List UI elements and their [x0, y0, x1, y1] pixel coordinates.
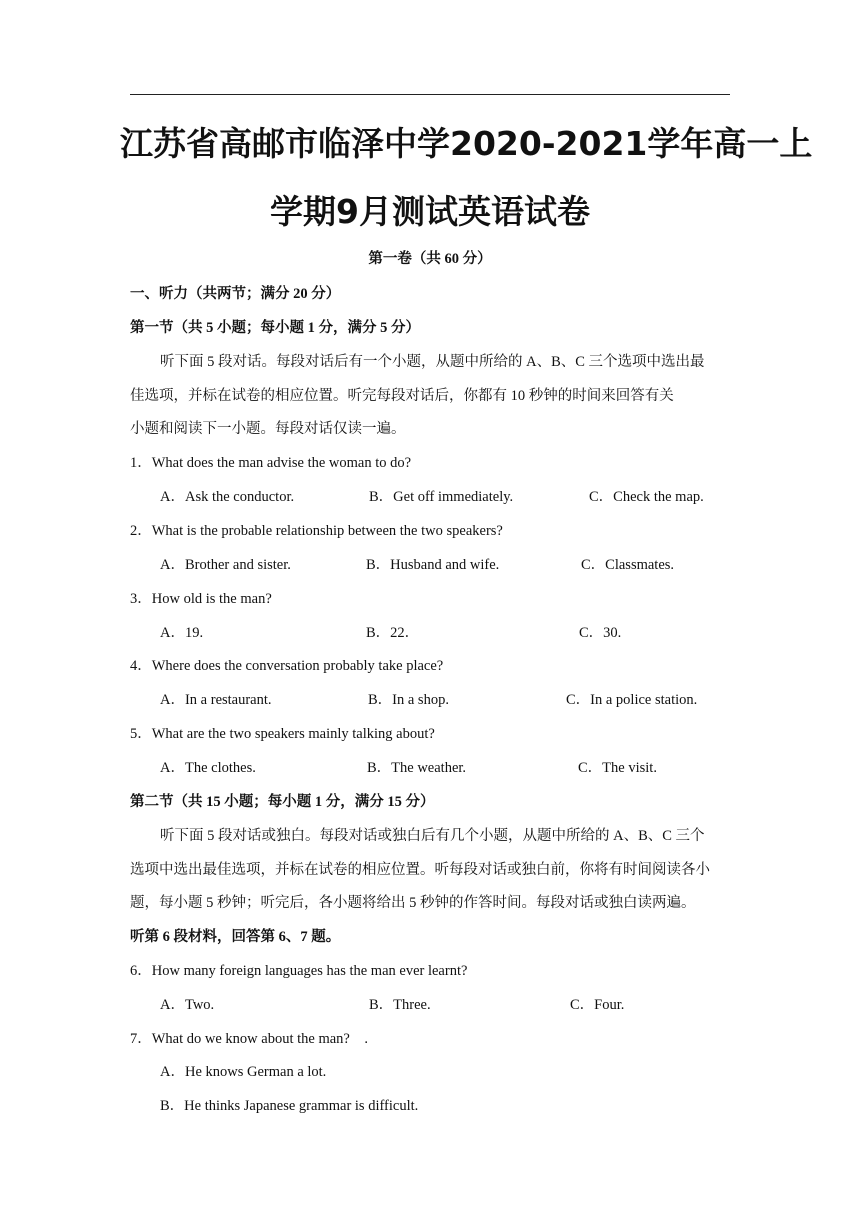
q3-option-c: C．30. [579, 625, 622, 641]
q2-option-b: B．Husband and wife. [366, 557, 500, 573]
q5-option-c: C．The visit. [578, 760, 657, 776]
q4-option-c: C．In a police station. [566, 692, 698, 708]
question-6: 6．How many foreign languages has the man ever learnt? [130, 963, 468, 979]
q7-option-b: B．He thinks Japanese grammar is difficult. [160, 1098, 419, 1114]
q1-option-b: B．Get off immediately. [369, 489, 514, 505]
q6-option-b: B．Three. [369, 997, 431, 1013]
volume-heading: 第一卷（共 60 分） [368, 251, 492, 267]
section1-instruction: 小题和阅读下一小题。每段对话仅读一遍。 [130, 421, 406, 437]
q5-option-a: A．The clothes. [160, 760, 256, 776]
section2-heading: 第二节（共 15 小题；每小题 1 分，满分 15 分） [130, 794, 435, 810]
header-rule [130, 94, 730, 95]
material-6-heading: 听第 6 段材料，回答第 6、7 题。 [130, 929, 341, 945]
q7-option-a: A．He knows German a lot. [160, 1064, 327, 1080]
q2-option-c: C．Classmates. [581, 557, 675, 573]
section2-instruction: 听下面 5 段对话或独白。每段对话或独白后有几个小题，从题中所给的 A、B、C 三个 [160, 828, 705, 844]
question-4: 4．Where does the conversation probably take place? [130, 658, 444, 674]
question-2: 2．What is the probable relationship between the two speakers? [130, 523, 503, 539]
section1-instruction: 佳选项，并标在试卷的相应位置。听完每段对话后，你都有 10 秒钟的时间来回答有关 [130, 388, 674, 404]
q6-option-c: C．Four. [570, 997, 625, 1013]
exam-title-line-2: 学期9月测试英语试卷 [270, 192, 590, 231]
section2-instruction: 题，每小题 5 秒钟；听完后，各小题将给出 5 秒钟的作答时间。每段对话或独白读两遍。 [130, 895, 696, 911]
section1-heading: 第一节（共 5 小题；每小题 1 分，满分 5 分） [130, 320, 420, 336]
q1-option-a: A．Ask the conductor. [160, 489, 295, 505]
exam-title-line-1: 江苏省高邮市临泽中学2020-2021学年高一上 [120, 124, 813, 163]
q2-option-a: A．Brother and sister. [160, 557, 291, 573]
question-7: 7．What do we know about the man? . [130, 1031, 368, 1047]
q4-option-b: B．In a shop. [368, 692, 449, 708]
q4-option-a: A．In a restaurant. [160, 692, 272, 708]
section1-instruction: 听下面 5 段对话。每段对话后有一个小题，从题中所给的 A、B、C 三个选项中选出最 [160, 354, 705, 370]
q6-option-a: A．Two. [160, 997, 215, 1013]
q3-option-b: B．22． [366, 625, 420, 641]
question-1: 1．What does the man advise the woman to do? [130, 455, 412, 471]
q5-option-b: B．The weather. [367, 760, 467, 776]
section2-instruction: 选项中选出最佳选项，并标在试卷的相应位置。听每段对话或独白前，你将有时间阅读各小 [130, 862, 710, 878]
q1-option-c: C．Check the map. [589, 489, 704, 505]
q3-option-a: A．19. [160, 625, 204, 641]
question-5: 5．What are the two speakers mainly talking about? [130, 726, 435, 742]
question-3: 3．How old is the man? [130, 591, 272, 607]
part-heading: 一、听力（共两节；满分 20 分） [130, 286, 341, 302]
